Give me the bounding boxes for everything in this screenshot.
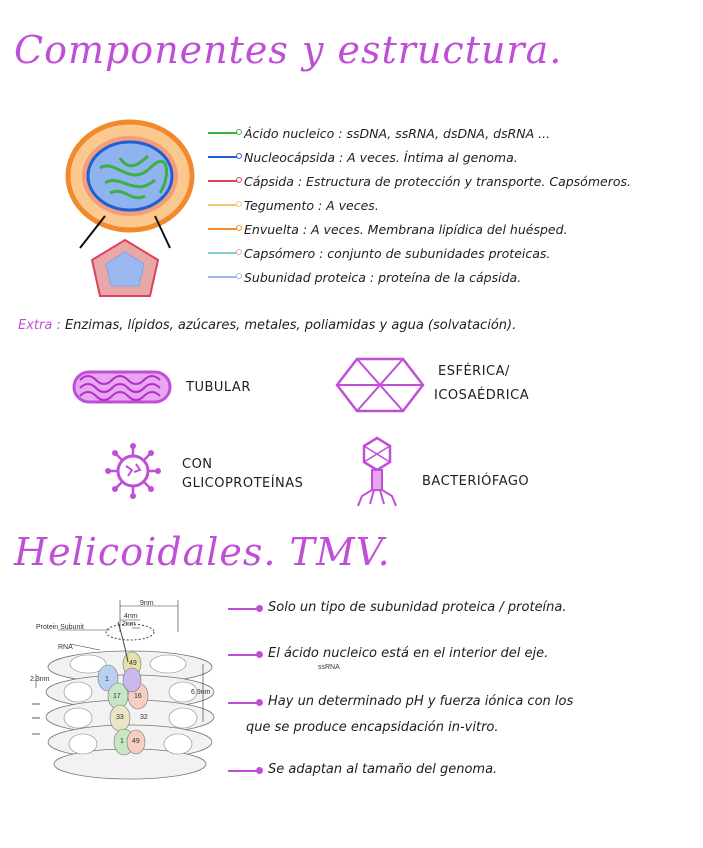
- dim-2nm: 2nm: [122, 621, 136, 628]
- tmv-point-3-line-2: que se produce encapsidación in-vitro.: [246, 720, 499, 735]
- extra-line: [18, 318, 516, 333]
- legend-item-nucleocapsid: Nucleocápsida : A veces. Íntima al genoma.: [208, 148, 518, 166]
- green-pin-icon: [208, 132, 238, 134]
- tmv-point-4: Se adaptan al tamaño del genoma.: [268, 762, 498, 777]
- subunit-number-32: 32: [140, 714, 148, 721]
- subunit-number-17: 17: [113, 693, 121, 700]
- lightblue-pin-icon: [208, 276, 238, 278]
- yellow-pin-icon: [208, 204, 238, 206]
- bullet-icon: [228, 770, 258, 772]
- bacteriophage-icon: [352, 436, 402, 508]
- subunit-number-33: 33: [116, 714, 124, 721]
- label-tubular: TUBULAR: [186, 380, 251, 395]
- label-glyco-1: CON: [182, 457, 213, 472]
- legend-item-tegument: Tegumento : A veces.: [208, 196, 379, 214]
- tmv-point-2: El ácido nucleico está en el interior del eje.: [268, 646, 549, 661]
- dim-4nm: 4nm: [124, 613, 138, 620]
- bullet-icon: [228, 654, 258, 656]
- label-spherical-1: ESFÉRICA/: [438, 364, 510, 379]
- tubular-shape-icon: [70, 368, 175, 408]
- bullet-icon: [228, 702, 258, 704]
- blue-pin-icon: [208, 156, 238, 158]
- section-title-helical: Helicoidales. TMV.: [14, 530, 391, 574]
- tmv-point-3-line-1: Hay un determinado pH y fuerza iónica con los: [268, 694, 574, 709]
- ssrna-note: ssRNA: [318, 664, 340, 671]
- icosahedral-shape-icon: [335, 355, 425, 415]
- legend-item-capsid: Cápsida : Estructura de protección y transporte. Capsómeros.: [208, 172, 631, 190]
- subunit-number-1b: 1: [120, 738, 124, 745]
- subunit-number-49a: 49: [129, 660, 137, 667]
- legend-item-nucleic-acid: Ácido nucleico : ssDNA, ssRNA, dsDNA, dsRNA ...: [208, 124, 550, 142]
- orange-pin-icon: [208, 228, 238, 230]
- extra-label: Extra :: [18, 318, 61, 333]
- label-spherical-2: ICOSAÉDRICA: [434, 388, 530, 403]
- legend-item-envelope: Envuelta : A veces. Membrana lipídica del huésped.: [208, 220, 568, 238]
- label-bacteriophage: BACTERIÓFAGO: [422, 474, 530, 489]
- bullet-icon: [228, 608, 258, 610]
- label-rna: RNA: [58, 644, 73, 651]
- tmv-diagram: [28, 592, 218, 792]
- legend-item-protein-subunit: Subunidad proteica : proteína de la cápsida.: [208, 268, 521, 286]
- legend-item-capsomere: Capsómero : conjunto de subunidades proteicas.: [208, 244, 550, 262]
- section-title-components: Componentes y estructura.: [14, 28, 563, 72]
- label-glyco-2: GLICOPROTEÍNAS: [182, 476, 304, 491]
- dim-6-9nm: 6.9nm: [191, 689, 211, 696]
- subunit-number-49b: 49: [132, 738, 140, 745]
- teal-pin-icon: [208, 252, 238, 254]
- dim-2-3nm: 2.3nm: [30, 676, 50, 683]
- red-pin-icon: [208, 180, 238, 182]
- glycoprotein-virus-icon: [104, 442, 162, 500]
- subunit-number-16: 16: [134, 693, 142, 700]
- tmv-point-1: Solo un tipo de subunidad proteica / proteína.: [268, 600, 567, 615]
- label-protein-subunit: Protein Subunit: [36, 624, 84, 631]
- extra-text: Enzimas, lípidos, azúcares, metales, poliamidas y agua (solvatación).: [64, 318, 517, 333]
- subunit-number-1: 1: [105, 676, 109, 683]
- virus-structure-diagram: [60, 118, 210, 308]
- dim-9nm: 9nm: [140, 600, 154, 607]
